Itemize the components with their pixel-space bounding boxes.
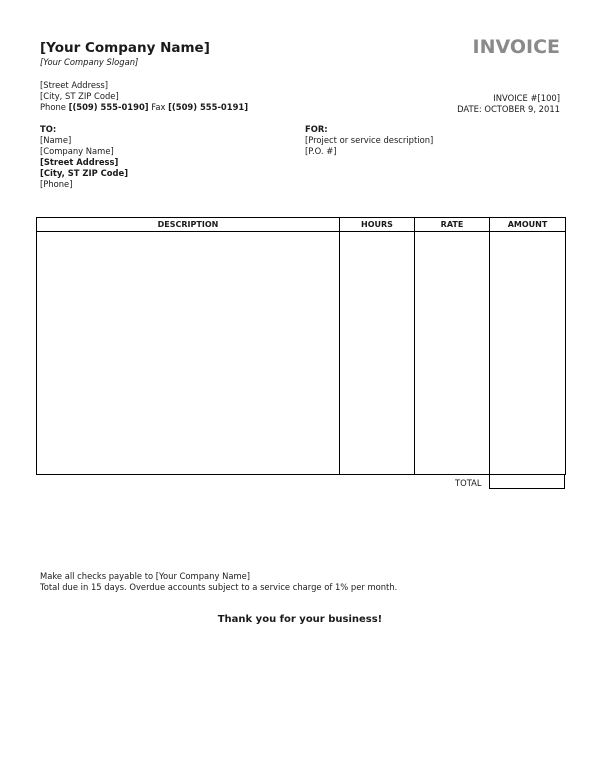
company-slogan: [Your Company Slogan] bbox=[40, 57, 139, 67]
phone-number: [(509) 555-0190] bbox=[68, 102, 149, 112]
to-city: [City, ST ZIP Code] bbox=[40, 168, 129, 178]
rate-cell[interactable] bbox=[415, 232, 490, 475]
invoice-title: INVOICE bbox=[472, 36, 560, 58]
to-name: [Name] bbox=[40, 135, 72, 145]
col-description: DESCRIPTION bbox=[37, 218, 340, 232]
total-amount-cell[interactable] bbox=[489, 474, 565, 489]
hours-cell[interactable] bbox=[340, 232, 415, 475]
phone-label: Phone bbox=[40, 102, 66, 112]
col-hours: HOURS bbox=[340, 218, 415, 232]
to-company: [Company Name] bbox=[40, 146, 114, 156]
amount-cell[interactable] bbox=[490, 232, 566, 475]
description-cell[interactable] bbox=[37, 232, 340, 475]
thank-you-message: Thank you for your business! bbox=[217, 614, 383, 625]
checks-payable-note: Make all checks payable to [Your Company Name] bbox=[40, 571, 251, 581]
due-terms-note: Total due in 15 days. Overdue accounts subject to a service charge of 1% per month. bbox=[40, 582, 398, 592]
bill-to-block bbox=[40, 124, 128, 190]
street-address: [Street Address] bbox=[40, 80, 108, 90]
for-block bbox=[305, 124, 433, 157]
table-header-row bbox=[37, 218, 566, 232]
invoice-date: DATE: OCTOBER 9, 2011 bbox=[457, 104, 560, 114]
fax-number: [(509) 555-0191] bbox=[168, 102, 249, 112]
company-name: [Your Company Name] bbox=[40, 40, 210, 56]
fax-label: Fax bbox=[151, 102, 166, 112]
phone-fax-line bbox=[40, 102, 248, 113]
total-label: TOTAL bbox=[455, 478, 482, 488]
line-items-table bbox=[36, 217, 566, 475]
table-row bbox=[37, 232, 566, 475]
col-amount: AMOUNT bbox=[490, 218, 566, 232]
to-label: TO: bbox=[40, 124, 57, 134]
col-rate: RATE bbox=[415, 218, 490, 232]
payment-terms bbox=[40, 571, 397, 593]
to-street: [Street Address] bbox=[40, 157, 119, 167]
invoice-meta bbox=[457, 93, 560, 115]
to-phone: [Phone] bbox=[40, 179, 73, 189]
invoice-number: INVOICE #[100] bbox=[493, 93, 560, 103]
company-address bbox=[40, 80, 248, 113]
for-label: FOR: bbox=[305, 124, 328, 134]
city-state-zip: [City, ST ZIP Code] bbox=[40, 91, 119, 101]
project-description: [Project or service description] bbox=[305, 135, 434, 145]
po-number: [P.O. #] bbox=[305, 146, 337, 156]
